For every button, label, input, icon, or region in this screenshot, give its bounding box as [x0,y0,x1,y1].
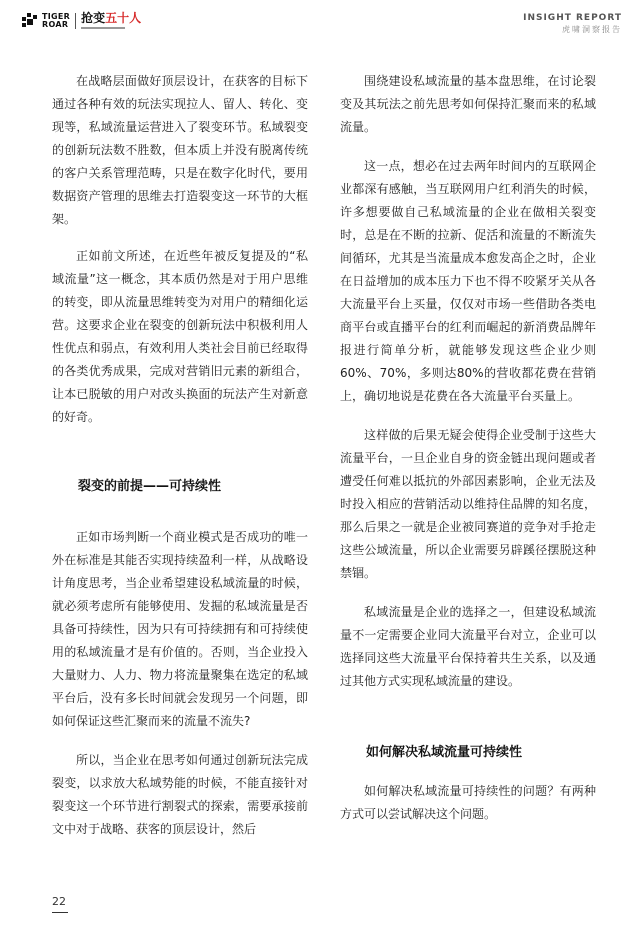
report-label [523,13,622,35]
publication-logo [22,12,141,29]
paragraph: 围绕建设私域流量的基本盘思维，在讨论裂变及其玩法之前先思考如何保持汇聚而来的私域流量。 [340,74,596,134]
left-column [52,70,308,841]
section-heading: 如何解决私域流量可持续性 [366,745,523,760]
logo-tiger-text: TIGER ROAR [42,11,71,29]
brand-name [81,12,141,24]
report-label-en: INSIGHT REPORT [523,13,622,23]
tiger-logo-icon [22,13,38,29]
page-number-underline [52,912,68,913]
right-column [340,70,596,826]
logo-divider [75,13,76,29]
paragraph: 正如前文所述，在近些年被反复提及的“私域流量”这一概念，其本质仍然是对于用户思维的转变，即从流量思维转变为对用户的精细化运营。这要求企业在裂变的创新玩法中积极利用人性优点和弱点，有效利用人类社会目前已经取得的各类优秀成果，完成对营销旧元素的新组合，让本已脱敏的用户对改头换面的玩法产生对新意的好奇。 [52,249,308,424]
report-label-cn: 虎啸洞察报告 [562,25,622,34]
brand-block [81,12,141,29]
paragraph: 正如市场判断一个商业模式是否成功的唯一外在标准是其能否实现持续盈利一样，从战略设计角度思考，当企业希望建设私域流量的时候，就必须考虑所有能够使用、发掘的私域流量是否具备可持续性，因为只有可持续拥有和可持续使用的私域流量才是有价值的。否则，当企业投入大量财力、人力、物力将流量聚集在选定的私域平台后，没有多长时间就会发现另一个问题，即如何保证这些汇聚而来的流量不流失? [52,530,308,728]
paragraph: 这一点，想必在过去两年时间内的互联网企业都深有感触，当互联网用户红利消失的时候，许多想要做自己私域流量的企业在做相关裂变时，总是在不断的拉新、促活和流量的不断流失间循环，尤其是当流量成本愈发高企之时，企业在日益增加的成本压力下也不得不咬紧牙关从各大流量平台上买量，仅仅对市场一些借助各类电商平台或直播平台的红利而崛起的新消费品牌年报进行简单分析，就能够发现这些企业少则60%、70%，多则达80%的营收都花费在营销上，确切地说是花费在各大流量平台买量上。 [340,159,596,403]
section-heading: 裂变的前提——可持续性 [78,479,222,494]
paragraph: 如何解决私域流量可持续性的问题？有两种方式可以尝试解决这个问题。 [340,784,596,821]
paragraph: 在战略层面做好顶层设计，在获客的目标下通过各种有效的玩法实现拉人、留人、转化、变现等，私域流量运营进入了裂变环节。私域裂变的创新玩法数不胜数，但本质上并没有脱离传统的客户关系管理范畴，只是在数字化时代，要用数据资产管理的思维去打造裂变这一环节的大框架。 [52,74,308,226]
page-header [0,0,642,44]
paragraph: 这样做的后果无疑会使得企业受制于这些大流量平台，一旦企业自身的资金链出现问题或者遭受任何难以抵抗的外部因素影响，企业无法及时投入相应的营销活动以维持住品牌的知名度，那么后果之一就是企业被同赛道的竞争对手抢走这些公域流量，所以企业需要另辟蹊径摆脱这种禁锢。 [340,428,596,580]
paragraph: 私域流量是企业的选择之一，但建设私域流量不一定需要企业同大流量平台对立，企业可以选择同这些大流量平台保持着共生关系，以及通过其他方式实现私域流量的建设。 [340,605,596,688]
brand-name-a: 抢变 [81,11,106,25]
page-number: 22 [52,895,66,908]
paragraph: 所以，当企业在思考如何通过创新玩法完成裂变，以求放大私域势能的时候，不能直接针对裂变这一个环节进行割裂式的探索，需要承接前文中对于战略、获客的顶层设计，然后 [52,753,308,836]
brand-name-b: 五十人 [105,11,142,25]
brand-underline [81,27,125,29]
